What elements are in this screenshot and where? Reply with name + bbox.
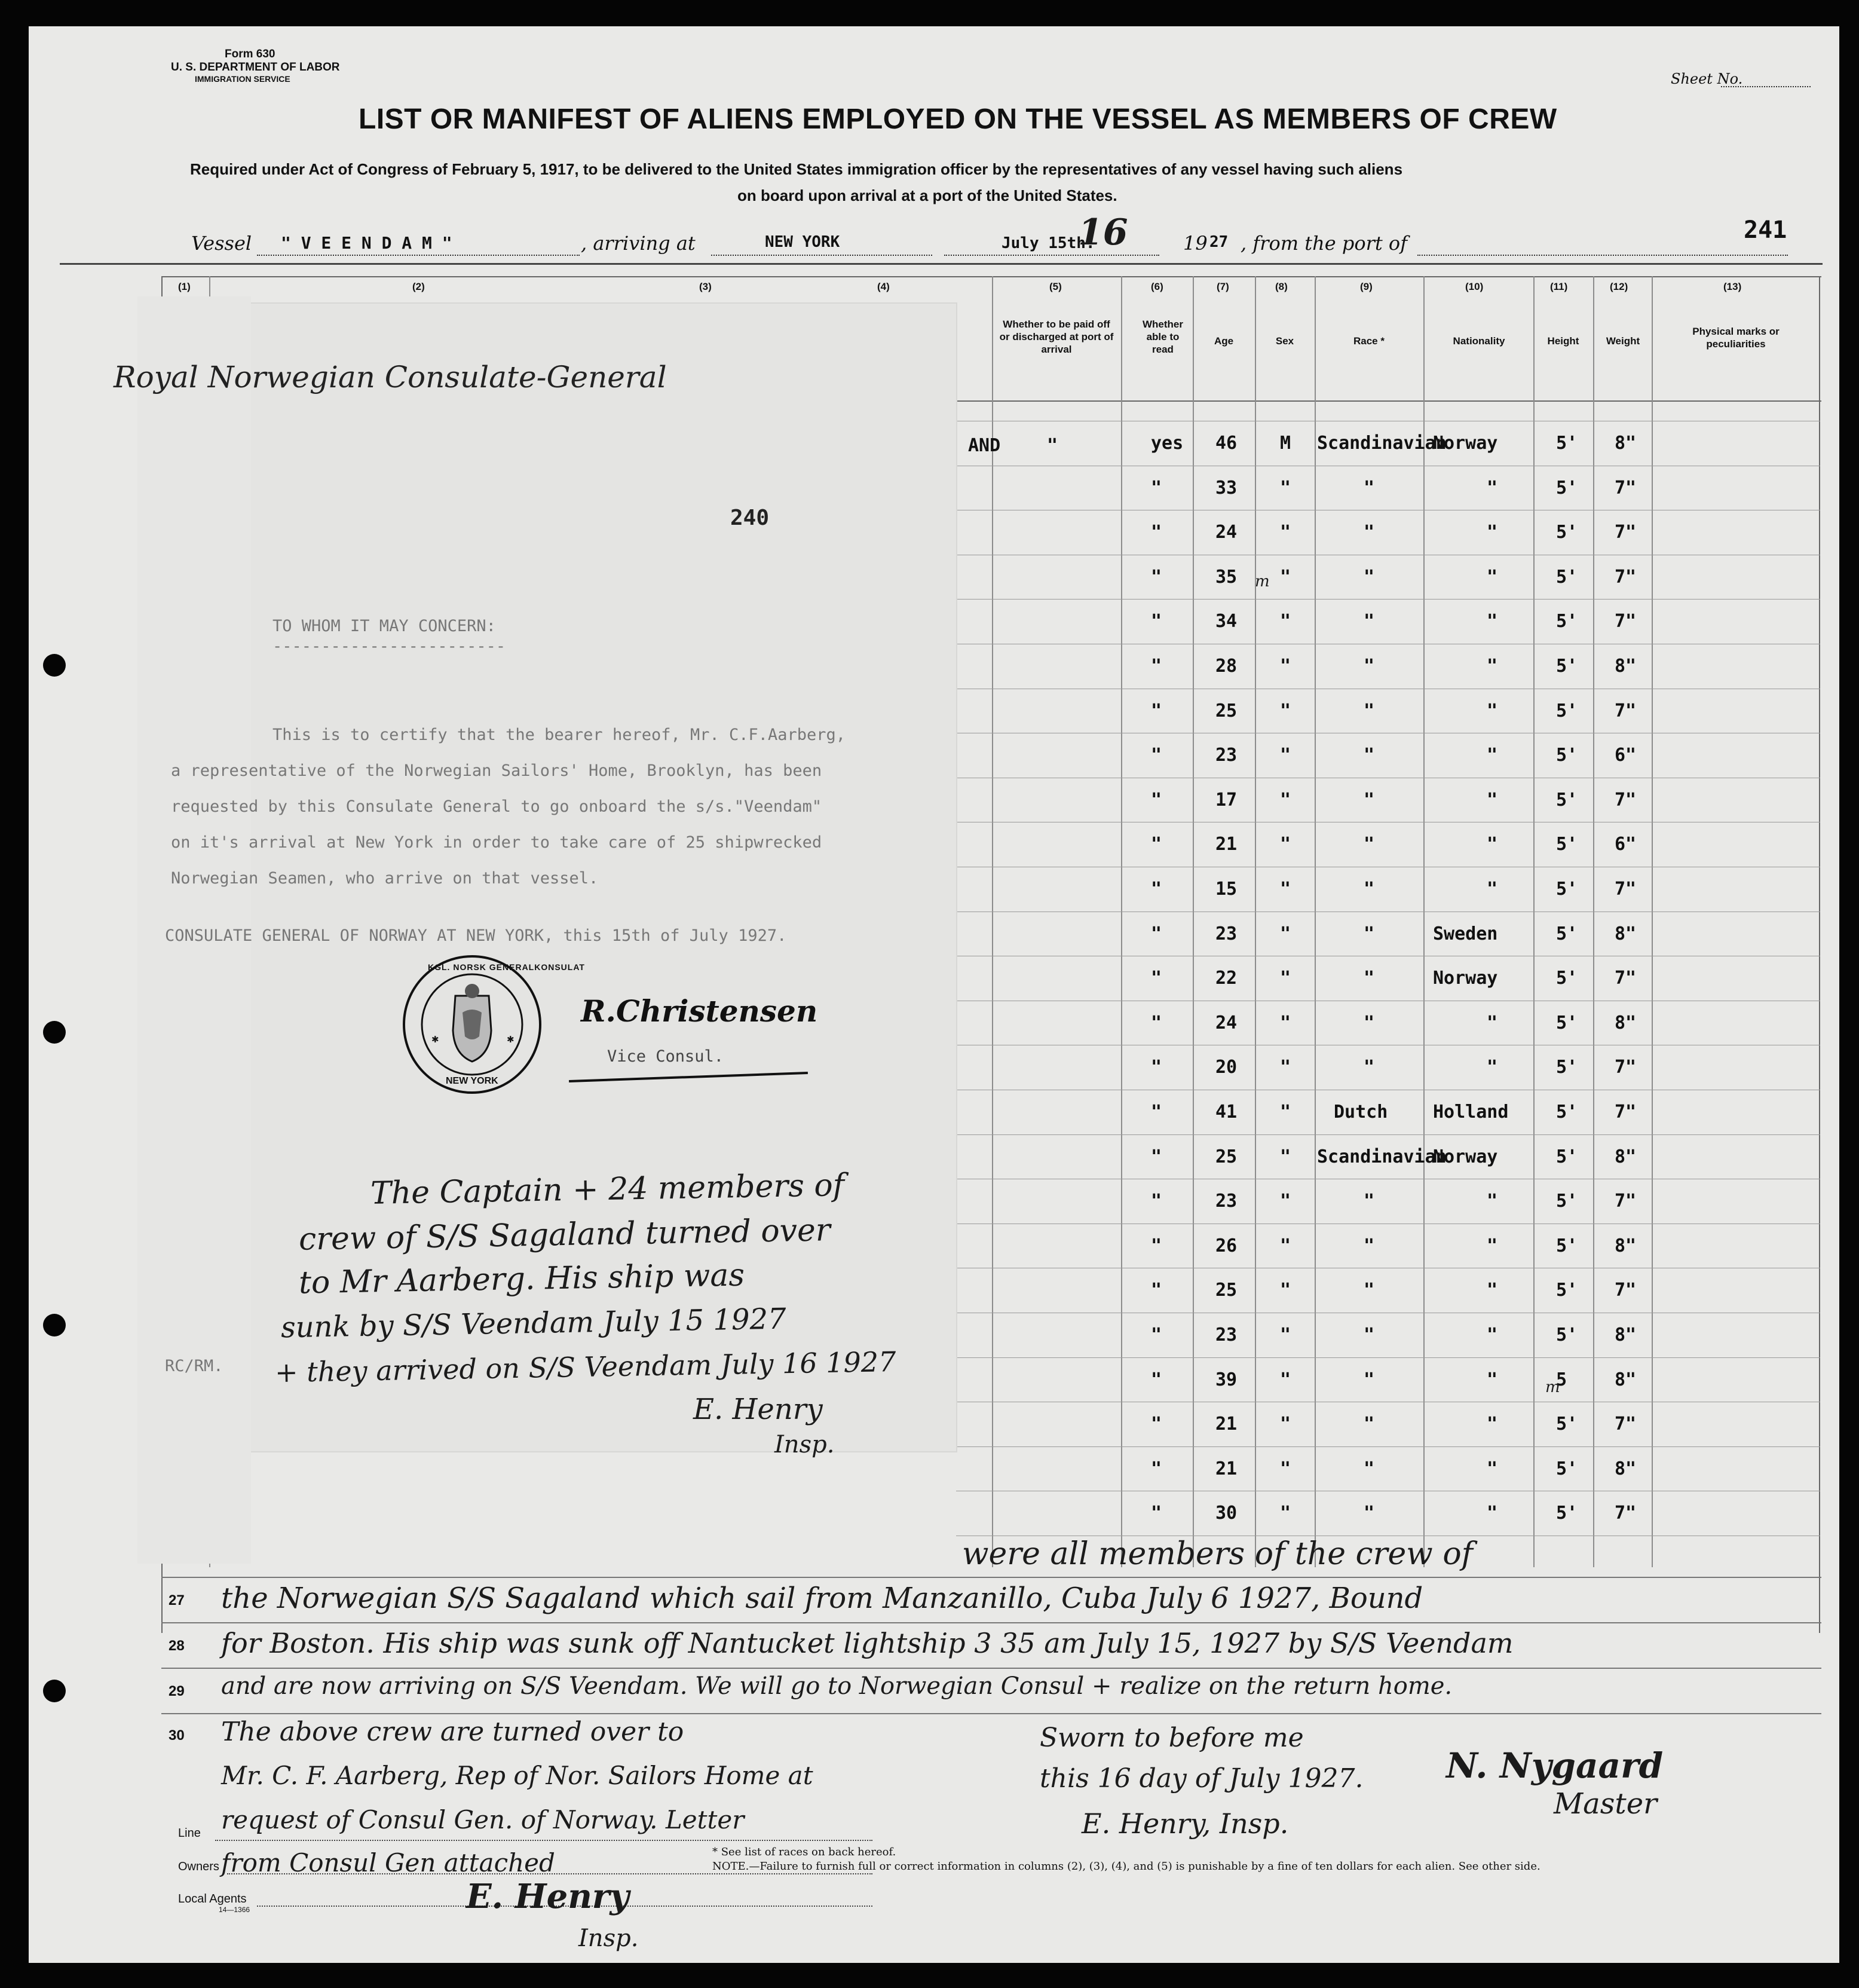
letter-salutation: TO WHOM IT MAY CONCERN: — [272, 617, 496, 635]
row-nationality: " — [1487, 1012, 1498, 1033]
inspector-note-4: sunk by S/S Veendam July 15 1927 — [280, 1302, 787, 1345]
letter-initials: RC/RM. — [165, 1357, 223, 1375]
row-sex: " — [1280, 1325, 1291, 1345]
row-height: 5' — [1556, 1280, 1578, 1301]
row-height: 5' — [1556, 1102, 1578, 1123]
row-nationality: " — [1487, 834, 1498, 855]
handwritten-line-27: the Norwegian S/S Sagaland which sail from Manzanillo, Cuba July 6 1927, Bound — [221, 1582, 1423, 1615]
letter-closing: CONSULATE GENERAL OF NORWAY AT NEW YORK, this 15th of July 1927. — [165, 926, 787, 945]
letter-body-3: requested by this Consulate General to go onboard the s/s."Veendam" — [171, 797, 822, 816]
row-sex: " — [1280, 1369, 1291, 1390]
row-number-27: 27 — [169, 1592, 185, 1608]
punch-hole-1 — [43, 654, 66, 677]
row-race: " — [1364, 789, 1375, 811]
row-weight: 7" — [1615, 1191, 1637, 1212]
row-race: Dutch — [1334, 1102, 1388, 1123]
vice-consul-signature: R.Christensen — [581, 993, 818, 1029]
row-height: 5 — [1556, 1369, 1567, 1390]
row-height: 5' — [1556, 923, 1578, 944]
bottom-rule-4 — [161, 1713, 1821, 1714]
row-read: " — [1151, 1235, 1162, 1256]
colnum-3: (3) — [699, 281, 712, 292]
footnote-penalty: NOTE.—Failure to furnish full or correct information in columns (2), (3), (4), and (5) is punishable by a fine of ten dollars for each alien. See other side. — [712, 1860, 1541, 1873]
colnum-8: (8) — [1275, 281, 1288, 292]
row-nationality: " — [1487, 522, 1498, 543]
letter-number: 240 — [730, 506, 770, 530]
row-race: " — [1364, 745, 1375, 766]
row-sex: M — [1280, 433, 1291, 454]
row-height: 5' — [1556, 879, 1578, 900]
row-nationality: " — [1487, 879, 1498, 900]
header-nationality: Nationality — [1453, 335, 1505, 347]
row-weight: 7" — [1615, 611, 1637, 632]
row-age: 24 — [1215, 1012, 1238, 1033]
svg-text:✱: ✱ — [507, 1035, 514, 1045]
colnum-6: (6) — [1151, 281, 1163, 292]
header-race: Race * — [1353, 335, 1385, 347]
row-weight: 7" — [1615, 1057, 1637, 1078]
row-read: " — [1151, 1369, 1162, 1390]
row-height: 5' — [1556, 433, 1578, 454]
row-height: 5' — [1556, 1235, 1578, 1256]
row-race: " — [1364, 611, 1375, 632]
bottom-rule-3 — [161, 1668, 1821, 1669]
row-age: 26 — [1215, 1235, 1238, 1256]
row-race: " — [1364, 1414, 1375, 1435]
punch-hole-3 — [43, 1314, 66, 1336]
year-label: 19 — [1183, 232, 1208, 255]
inspector-note-1: The Captain + 24 members of — [370, 1167, 845, 1212]
handwritten-line-32: request of Consul Gen. of Norway. Letter — [221, 1805, 745, 1834]
row-read: " — [1151, 566, 1162, 588]
row-weight: 7" — [1615, 700, 1637, 721]
row-race: " — [1364, 477, 1375, 498]
row-weight: 8" — [1615, 1325, 1637, 1345]
form-subtitle-1: Required under Act of Congress of February 5, 1917, to be delivered to the United States immigration officer by the representatives of any vessel having such aliens — [190, 160, 1403, 178]
department-name: U. S. DEPARTMENT OF LABOR — [171, 61, 340, 74]
row-age: 20 — [1215, 1057, 1238, 1078]
row-height: 5' — [1556, 1191, 1578, 1212]
row-weight: 8" — [1615, 656, 1637, 677]
row-height: 5' — [1556, 1057, 1578, 1078]
row-nationality: " — [1487, 745, 1498, 766]
from-port-line — [1417, 255, 1788, 256]
row-race: " — [1364, 834, 1375, 855]
row-sex: " — [1280, 1414, 1291, 1435]
punch-hole-2 — [43, 1021, 66, 1044]
row-sex: " — [1280, 1146, 1291, 1167]
page-stamp: 241 — [1744, 216, 1787, 244]
row-read: " — [1151, 1414, 1162, 1435]
colnum-10: (10) — [1465, 281, 1484, 292]
arriving-line — [711, 255, 932, 256]
row-race: " — [1364, 1325, 1375, 1345]
row-age: 28 — [1215, 656, 1238, 677]
row-nationality: Norway — [1433, 1146, 1498, 1167]
line-label: Line — [178, 1827, 201, 1840]
row-sex: " — [1280, 1057, 1291, 1078]
row-height: 5' — [1556, 789, 1578, 811]
bottom-rule-1 — [161, 1577, 1821, 1578]
colnum-7: (7) — [1217, 281, 1229, 292]
letter-body-1: This is to certify that the bearer hereof, Mr. C.F.Aarberg, — [272, 726, 846, 744]
arriving-label: , arriving at — [581, 232, 696, 255]
row-weight: 8" — [1615, 923, 1637, 944]
row-weight: 8" — [1615, 1369, 1637, 1390]
inspector-note-3: to Mr Aarberg. His ship was — [298, 1257, 745, 1301]
consulate-seal — [400, 953, 544, 1096]
sworn-line-2: this 16 day of July 1927. — [1040, 1763, 1364, 1794]
sheet-number-line — [1721, 86, 1811, 87]
row-weight: 8" — [1615, 1012, 1637, 1033]
row-read: " — [1151, 1458, 1162, 1479]
local-agents-label: Local Agents — [178, 1892, 247, 1906]
row-read: " — [1151, 1012, 1162, 1033]
row-race: " — [1364, 1503, 1375, 1524]
row-weight: 7" — [1615, 1503, 1637, 1524]
sex-mark: m — [1255, 573, 1270, 591]
header-physical-marks: Physical marks or peculiarities — [1692, 326, 1780, 350]
row-age: 39 — [1215, 1369, 1238, 1390]
bottom-inspector-title: Insp. — [578, 1925, 639, 1952]
row-nationality: Sweden — [1433, 923, 1498, 944]
header-weight: Weight — [1606, 335, 1640, 347]
header-paid-off: Whether to be paid off or discharged at port of arrival — [999, 319, 1114, 355]
row-sex: " — [1280, 923, 1291, 944]
row-height: 5' — [1556, 611, 1578, 632]
row-height: 5' — [1556, 1414, 1578, 1435]
row-nationality: " — [1487, 611, 1498, 632]
row-nationality: " — [1487, 656, 1498, 677]
row-fragment-land: AND — [968, 435, 1001, 456]
form-number: Form 630 — [225, 48, 275, 60]
row-read: " — [1151, 656, 1162, 677]
row-nationality: Norway — [1433, 968, 1498, 989]
arrival-date-correction: 16 — [1078, 212, 1128, 253]
form-code: 14—1366 — [219, 1906, 250, 1914]
row-height: 5' — [1556, 1325, 1578, 1345]
row-age: 21 — [1215, 834, 1238, 855]
inspector-note-signature: E. Henry — [693, 1393, 823, 1426]
row-nationality: " — [1487, 1369, 1498, 1390]
row-age: 17 — [1215, 789, 1238, 811]
row-read: " — [1151, 522, 1162, 543]
row-weight: 7" — [1615, 522, 1637, 543]
row-sex: " — [1280, 1503, 1291, 1524]
row-sex: " — [1280, 1458, 1291, 1479]
year-value: 27 — [1209, 233, 1229, 251]
row-weight: 7" — [1615, 789, 1637, 811]
handwritten-line-29: and are now arriving on S/S Veendam. We will go to Norwegian Consul + realize on the return home. — [221, 1672, 1453, 1700]
row-sex: " — [1280, 1102, 1291, 1123]
row-height: 5' — [1556, 834, 1578, 855]
row-read: " — [1151, 611, 1162, 632]
row-read: " — [1151, 923, 1162, 944]
row-sex: " — [1280, 745, 1291, 766]
row-sex: " — [1280, 1012, 1291, 1033]
row-height: 5' — [1556, 968, 1578, 989]
row-sex: " — [1280, 789, 1291, 811]
row-age: 33 — [1215, 477, 1238, 498]
row-age: 24 — [1215, 522, 1238, 543]
master-title: Master — [1554, 1787, 1658, 1821]
vessel-line — [257, 255, 580, 256]
bottom-rule-2 — [161, 1622, 1821, 1623]
row-height: 5' — [1556, 745, 1578, 766]
header-height: Height — [1547, 335, 1579, 347]
row-nationality: " — [1487, 477, 1498, 498]
row-weight: 7" — [1615, 477, 1637, 498]
row-race: " — [1364, 923, 1375, 944]
colnum-4: (4) — [877, 281, 890, 292]
row-race: " — [1364, 522, 1375, 543]
row-sex: " — [1280, 1235, 1291, 1256]
colnum-9: (9) — [1360, 281, 1373, 292]
row-sex: " — [1280, 1191, 1291, 1212]
inspector-note-5: + they arrived on S/S Veendam July 16 1927 — [274, 1345, 896, 1389]
table-top-rule-2 — [161, 276, 1821, 277]
row-weight: 8" — [1615, 1235, 1637, 1256]
row-read: " — [1151, 1146, 1162, 1167]
row-race: " — [1364, 700, 1375, 721]
letter-consulate-heading: Royal Norwegian Consulate-General — [114, 360, 667, 394]
colnum-11: (11) — [1550, 281, 1568, 292]
row-race: " — [1364, 879, 1375, 900]
colnum-13: (13) — [1723, 281, 1742, 292]
row-age: 25 — [1215, 1146, 1238, 1167]
vice-consul-title: Vice Consul. — [607, 1047, 724, 1066]
row-age: 23 — [1215, 1325, 1238, 1345]
handwritten-line-31: Mr. C. F. Aarberg, Rep of Nor. Sailors Home at — [221, 1761, 813, 1790]
row-read: " — [1151, 1057, 1162, 1078]
row-sex: " — [1280, 968, 1291, 989]
service-name: IMMIGRATION SERVICE — [195, 74, 290, 84]
row-race: " — [1364, 1191, 1375, 1212]
row-sex: " — [1280, 834, 1291, 855]
row-number-28: 28 — [169, 1638, 185, 1654]
row-height: 5' — [1556, 1012, 1578, 1033]
row-nationality: " — [1487, 1414, 1498, 1435]
punch-hole-4 — [43, 1680, 66, 1702]
row-sex: " — [1280, 656, 1291, 677]
handwritten-line-0: were all members of the crew of — [962, 1536, 1473, 1572]
row-nationality: " — [1487, 1503, 1498, 1524]
row-race: " — [1364, 566, 1375, 588]
row-line — [956, 599, 1820, 600]
row-nationality: " — [1487, 789, 1498, 811]
svg-text:✱: ✱ — [431, 1035, 439, 1045]
table-header-rule — [956, 400, 1821, 402]
row-sex: " — [1280, 1280, 1291, 1301]
row-sex: " — [1280, 522, 1291, 543]
row-height: 5' — [1556, 1458, 1578, 1479]
letter-salutation-underline: ------------------------ — [272, 637, 506, 656]
row-line — [956, 1134, 1820, 1135]
row-age: 22 — [1215, 968, 1238, 989]
row-weight: 7" — [1615, 1414, 1637, 1435]
row-weight: 7" — [1615, 566, 1637, 588]
row-weight: 6" — [1615, 834, 1637, 855]
height-mark: m — [1545, 1378, 1560, 1396]
row-weight: 8" — [1615, 433, 1637, 454]
row-height: 5' — [1556, 656, 1578, 677]
row-read: " — [1151, 1280, 1162, 1301]
inspector-note-2: crew of S/S Sagaland turned over — [298, 1212, 831, 1258]
colnum-5: (5) — [1049, 281, 1062, 292]
row-read: " — [1151, 1503, 1162, 1524]
row-height: 5' — [1556, 700, 1578, 721]
header-sex: Sex — [1275, 335, 1294, 347]
handwritten-line-28: for Boston. His ship was sunk off Nantucket lightship 3 35 am July 15, 1927 by S/S Veendam — [221, 1627, 1514, 1659]
row-weight: 7" — [1615, 968, 1637, 989]
arriving-port: NEW YORK — [765, 233, 840, 251]
row-age: 30 — [1215, 1503, 1238, 1524]
seal-text: KGL. NORSK GENERALKONSULAT — [428, 962, 585, 972]
row-read: " — [1151, 968, 1162, 989]
vessel-name: " V E E N D A M " — [281, 233, 452, 253]
row-nationality: " — [1487, 1057, 1498, 1078]
row-race: " — [1364, 1280, 1375, 1301]
row-nationality: " — [1487, 1235, 1498, 1256]
line-field — [215, 1840, 872, 1841]
row-height: 5' — [1556, 1503, 1578, 1524]
row-read: " — [1151, 745, 1162, 766]
row-race: " — [1364, 656, 1375, 677]
row-weight: 7" — [1615, 879, 1637, 900]
row-read: " — [1151, 477, 1162, 498]
row-race: " — [1364, 1369, 1375, 1390]
footnote-race: * See list of races on back hereof. — [712, 1846, 896, 1858]
row-race: Scandinavian — [1317, 1146, 1447, 1167]
handwritten-line-30: The above crew are turned over to — [221, 1717, 684, 1747]
row-height: 5' — [1556, 477, 1578, 498]
from-port-label: , from the port of — [1241, 232, 1408, 255]
date-line — [944, 255, 1159, 256]
vessel-label: Vessel — [191, 232, 252, 255]
handwritten-line-33: from Consul Gen attached — [221, 1848, 555, 1877]
letter-body-5: Norwegian Seamen, who arrive on that vessel. — [171, 869, 599, 888]
row-age: 23 — [1215, 1191, 1238, 1212]
bottom-inspector-signature: E. Henry — [466, 1877, 629, 1916]
row-read: " — [1151, 1325, 1162, 1345]
colnum-12: (12) — [1610, 281, 1628, 292]
row-read: " — [1151, 834, 1162, 855]
row-sex: " — [1280, 611, 1291, 632]
sworn-line-1: Sworn to before me — [1040, 1723, 1304, 1753]
row-age: 25 — [1215, 1280, 1238, 1301]
letter-body-4: on it's arrival at New York in order to take care of 25 shipwrecked — [171, 833, 822, 852]
row-race: " — [1364, 1012, 1375, 1033]
row-sex: " — [1280, 700, 1291, 721]
row-height: 5' — [1556, 566, 1578, 588]
row-nationality: " — [1487, 700, 1498, 721]
row-age: 23 — [1215, 923, 1238, 944]
row-race: " — [1364, 968, 1375, 989]
owners-field — [227, 1873, 872, 1874]
row-weight: 8" — [1615, 1458, 1637, 1479]
row-weight: 6" — [1615, 745, 1637, 766]
header-age: Age — [1214, 335, 1234, 347]
header-able-to-read: Whether able to read — [1143, 319, 1183, 355]
row-first-paid-off: " — [1047, 435, 1058, 456]
table-top-rule — [60, 263, 1823, 265]
row-age: 35 — [1215, 566, 1238, 588]
row-weight: 7" — [1615, 1280, 1637, 1301]
row-height: 5' — [1556, 1146, 1578, 1167]
row-age: 23 — [1215, 745, 1238, 766]
row-nationality: " — [1487, 1458, 1498, 1479]
arrival-date: July 15th. — [1002, 234, 1095, 252]
form-title: LIST OR MANIFEST OF ALIENS EMPLOYED ON THE VESSEL AS MEMBERS OF CREW — [359, 103, 1557, 135]
owners-label: Owners — [178, 1860, 219, 1873]
table-right-rule — [1819, 276, 1820, 1633]
sworn-signature: E. Henry, Insp. — [1082, 1807, 1289, 1840]
row-age: 34 — [1215, 611, 1238, 632]
row-number-30: 30 — [169, 1727, 185, 1744]
row-nationality: Norway — [1433, 433, 1498, 454]
row-weight: 7" — [1615, 1102, 1637, 1123]
row-read: " — [1151, 789, 1162, 811]
inspector-note-title: Insp. — [774, 1431, 835, 1458]
colnum-2: (2) — [412, 281, 425, 292]
row-age: 15 — [1215, 879, 1238, 900]
row-weight: 8" — [1615, 1146, 1637, 1167]
row-age: 41 — [1215, 1102, 1238, 1123]
colnum-1: (1) — [178, 281, 191, 292]
row-sex: " — [1280, 879, 1291, 900]
row-nationality: " — [1487, 1191, 1498, 1212]
row-line — [956, 1357, 1820, 1358]
row-read: " — [1151, 700, 1162, 721]
row-line — [956, 1446, 1820, 1447]
row-nationality: " — [1487, 1280, 1498, 1301]
master-signature: N. Nygaard — [1446, 1745, 1664, 1786]
row-sex: " — [1280, 566, 1291, 588]
row-age: 25 — [1215, 700, 1238, 721]
row-nationality: " — [1487, 566, 1498, 588]
row-height: 5' — [1556, 522, 1578, 543]
row-age: 46 — [1215, 433, 1238, 454]
letter-body-2: a representative of the Norwegian Sailors' Home, Brooklyn, has been — [171, 761, 822, 780]
seal-city: NEW YORK — [446, 1076, 498, 1086]
row-read: yes — [1151, 433, 1184, 454]
row-read: " — [1151, 1191, 1162, 1212]
row-number-29: 29 — [169, 1683, 185, 1699]
row-sex: " — [1280, 477, 1291, 498]
row-race: Scandinavian — [1317, 433, 1447, 454]
row-age: 21 — [1215, 1458, 1238, 1479]
row-race: " — [1364, 1235, 1375, 1256]
row-nationality: Holland — [1433, 1102, 1509, 1123]
sheet-number-label: Sheet No. — [1671, 71, 1743, 87]
form-subtitle-2: on board upon arrival at a port of the United States. — [737, 186, 1117, 204]
row-read: " — [1151, 1102, 1162, 1123]
row-age: 21 — [1215, 1414, 1238, 1435]
row-race: " — [1364, 1458, 1375, 1479]
row-read: " — [1151, 879, 1162, 900]
row-race: " — [1364, 1057, 1375, 1078]
row-nationality: " — [1487, 1325, 1498, 1345]
